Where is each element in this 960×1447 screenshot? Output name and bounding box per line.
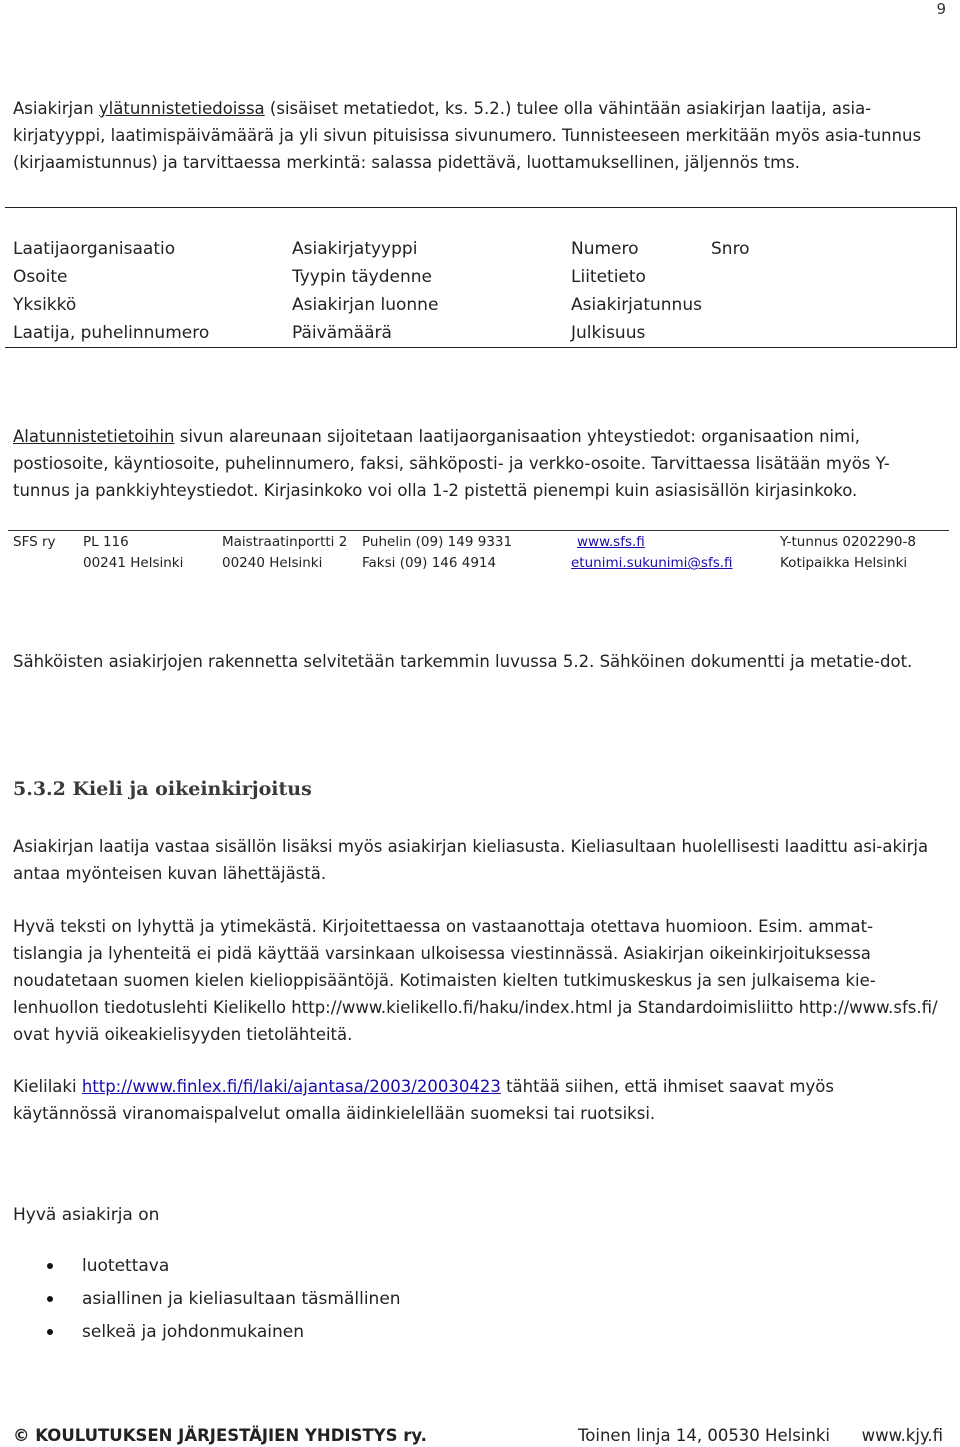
language-act-text-start: Kielilaki — [13, 1077, 82, 1096]
header-field: Osoite — [13, 267, 68, 287]
header-field: Päivämäärä — [292, 323, 392, 343]
header-field: Asiakirjan luonne — [292, 295, 439, 315]
header-field: Liitetieto — [571, 267, 646, 287]
language-act-text-rest: tähtää siihen, että ihmiset saavat myös käytännössä viranomaispalvelut omalla äidinkielellään suomeksi tai ruotsiksi. — [13, 1077, 834, 1123]
section-number: 5.3.2 — [13, 778, 66, 800]
header-field: Snro — [711, 239, 750, 259]
footer-email-link[interactable]: etunimi.sukunimi@sfs.fi — [571, 555, 733, 571]
good-text-paragraph: Hyvä teksti on lyhyttä ja ytimekästä. Kirjoitettaessa on vastaanottaja otettava huomioon. Esim. ammat-tislangia ja lyhenteitä ei pidä käyttää varsinkaan ulkoisessa viestinnässä. Asiakirjan oikeinkirjoituksessa noudatetaan suomen kielen kielioppisääntöjä. Kotimaisten kielten tutkimuskeskus ja sen julkaisema kie-lenhuollon tiedotuslehti Kielikello http://www.kielikello.fi/haku/index.html ja Standardoimisliitto http://www.sfs.fi/ ovat hyviä oikeakielisyyden tietolähteitä. — [13, 917, 938, 1044]
footer-po-box: PL 116 — [83, 534, 129, 550]
finlex-link[interactable]: http://www.finlex.fi/fi/laki/ajantasa/2003/20030423 — [81, 1077, 501, 1096]
footer-info-text: sivun alareunaan sijoitetaan laatijaorganisaation yhteystiedot: organisaation nimi, postiosoite, käyntiosoite, puhelinnumero, faksi, sähköposti- ja verkko-osoite. Tarvittaessa lisätään myös Y-tunnus ja pankkiyhteystiedot. Kirjasinkoko voi olla 1-2 pistettä pienempi kuin asiasisällön kirjasinkoko. — [13, 427, 890, 500]
header-info-link[interactable]: ylätunnistetiedoissa — [98, 99, 265, 118]
section-title: Kieli ja oikeinkirjoitus — [72, 778, 312, 800]
intro-text-start: Asiakirjan — [13, 99, 99, 118]
section-heading — [13, 778, 312, 800]
footer-divider — [8, 530, 949, 531]
page-number: 9 — [936, 0, 946, 18]
header-field: Asiakirjatyyppi — [292, 239, 418, 259]
intro-paragraph — [13, 95, 938, 176]
footer-street: Maistraatinportti 2 — [222, 534, 348, 550]
footer-business-id: Y-tunnus 0202290-8 — [780, 534, 916, 550]
footer-domicile: Kotipaikka Helsinki — [780, 555, 908, 571]
language-paragraph: Asiakirjan laatija vastaa sisällön lisäksi myös asiakirjan kieliasusta. Kieliasultaan huolellisesti laadittu asi-akirja antaa myönteisen kuvan lähettäjästä. — [13, 837, 929, 883]
list-item: luotettava — [82, 1252, 401, 1285]
language-act-paragraph — [13, 1073, 938, 1127]
footer-organization: © KOULUTUKSEN JÄRJESTÄJIEN YHDISTYS ry. — [13, 1426, 427, 1445]
footer-po-city: 00241 Helsinki — [83, 555, 184, 571]
header-field: Numero — [571, 239, 639, 259]
intro-text-rest: (sisäiset metatiedot, ks. 5.2.) tulee olla vähintään asiakirjan laatija, asia-kirjatyyppi, laatimispäivämäärä ja yli sivun pituisissa sivunumero. Tunnisteeseen merkitään myös asia-tunnus (kirjaamistunnus) ja tarvittaessa merkintä: salassa pidettävä, luottamuksellinen, jäljennös tms. — [13, 99, 922, 172]
list-item: selkeä ja johdonmukainen — [82, 1318, 401, 1351]
header-field: Julkisuus — [571, 323, 646, 343]
quality-list — [82, 1252, 401, 1351]
footer-url: www.kjy.fi — [861, 1426, 943, 1445]
header-field: Tyypin täydenne — [292, 267, 432, 287]
footer-web-link[interactable]: www.sfs.fi — [577, 534, 645, 550]
structure-note: Sähköisten asiakirjojen rakennetta selvitetään tarkemmin luvussa 5.2. Sähköinen dokumentti ja metatie-dot. — [13, 652, 913, 671]
footer-address: Toinen linja 14, 00530 Helsinki — [578, 1426, 830, 1445]
header-field: Laatija, puhelinnumero — [13, 323, 210, 343]
footer-org: SFS ry — [13, 534, 56, 550]
footer-fax: Faksi (09) 146 4914 — [362, 555, 497, 571]
footer-info-link[interactable]: Alatunnistetietoihin — [13, 427, 175, 446]
footer-info-paragraph — [13, 423, 938, 504]
footer-phone: Puhelin (09) 149 9331 — [362, 534, 513, 550]
list-item: asiallinen ja kieliasultaan täsmällinen — [82, 1285, 401, 1318]
list-title: Hyvä asiakirja on — [13, 1205, 160, 1225]
header-field: Laatijaorganisaatio — [13, 239, 176, 259]
header-field: Yksikkö — [13, 295, 77, 315]
footer-street-city: 00240 Helsinki — [222, 555, 323, 571]
header-field: Asiakirjatunnus — [571, 295, 702, 315]
